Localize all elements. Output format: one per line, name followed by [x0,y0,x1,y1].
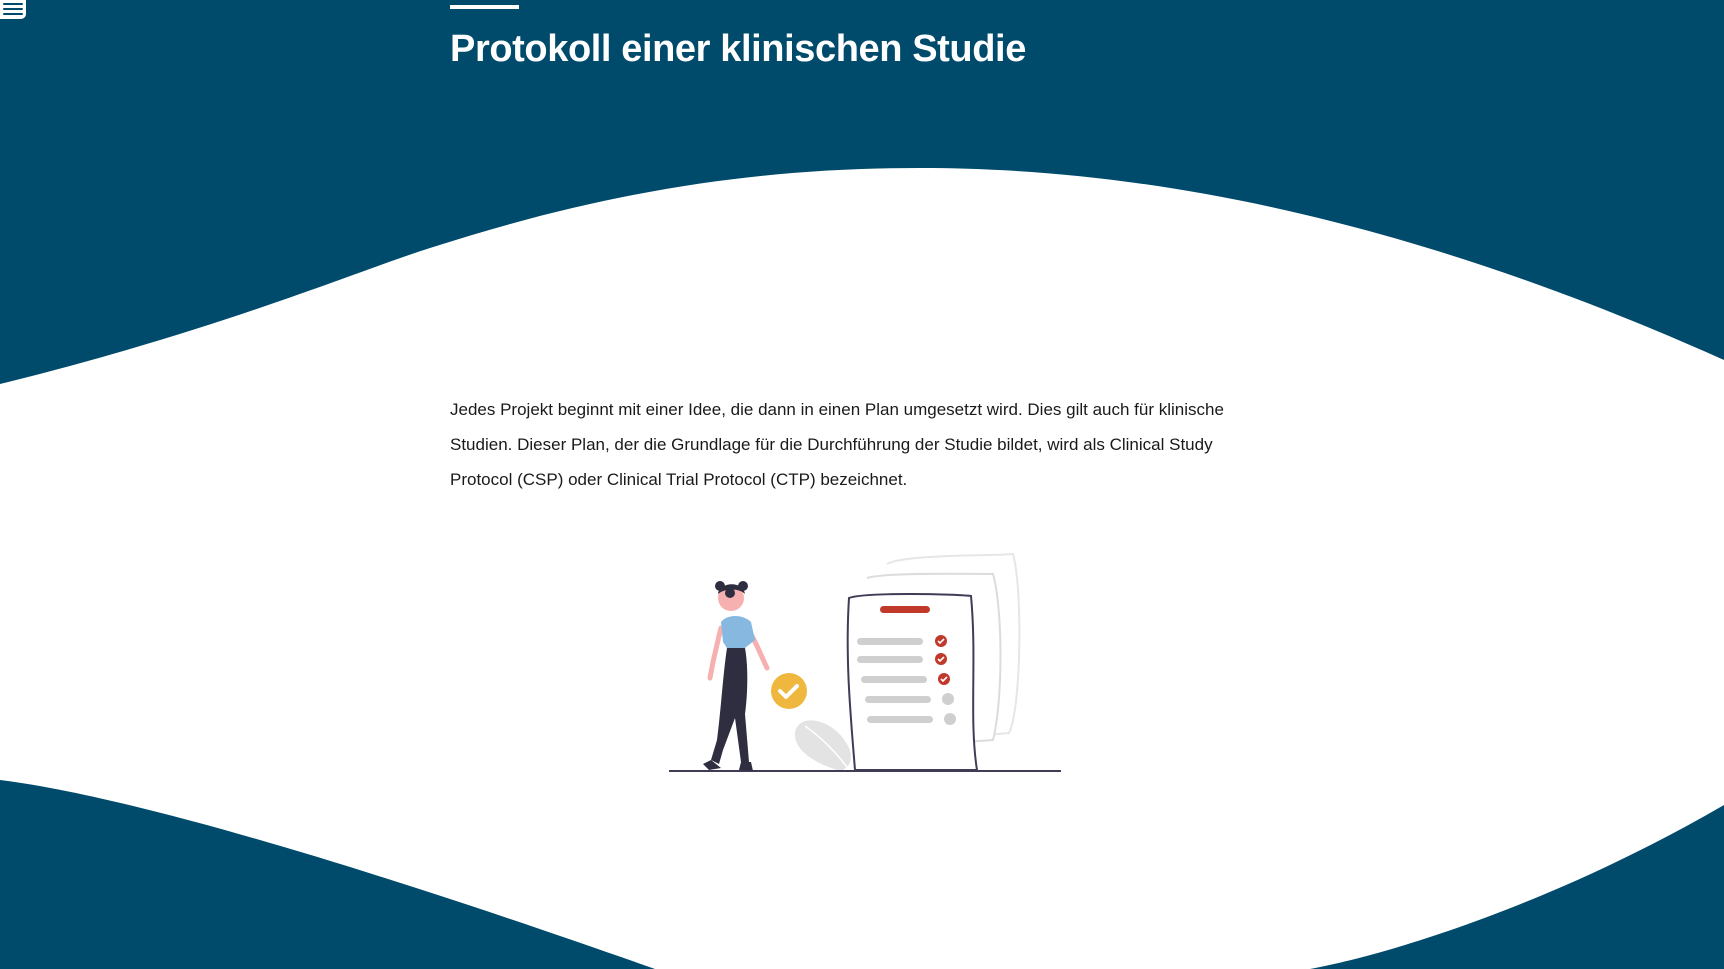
document-header-bar [880,606,930,613]
page-title: Protokoll einer klinischen Studie [450,28,1026,70]
hamburger-menu-icon [3,3,23,5]
approved-check-icon [771,673,807,709]
title-accent-rule [450,5,519,9]
woman-with-checklist-illustration [665,550,1065,776]
menu-button[interactable] [0,0,26,19]
hamburger-menu-icon-bar [3,13,23,15]
intro-paragraph: Jedes Projekt beginnt mit einer Idee, die dann in einen Plan umgesetzt wird. Dies gilt auch für klinische Studien. Dieser Plan, der die Grundlage für die Durchführung der Studie bildet, wird als Clinical Study Protocol (CSP) oder Clinical Trial Protocol (CTP) bezeichnet. [450,400,1224,489]
hamburger-menu-icon-bar [3,8,23,10]
